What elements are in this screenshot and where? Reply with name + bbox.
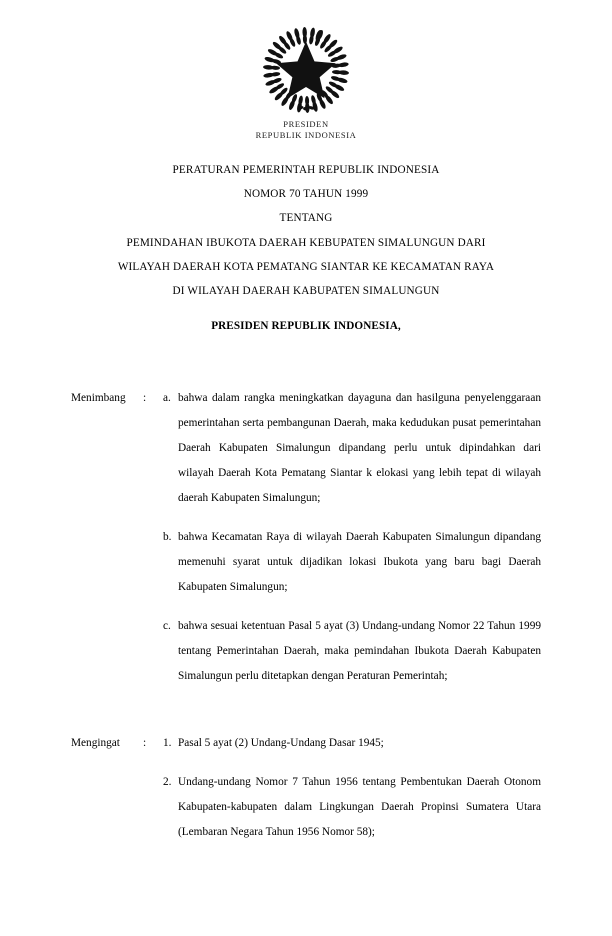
indonesian-presidential-seal-icon bbox=[260, 24, 352, 116]
title-line-regulation: PERATURAN PEMERINTAH REPUBLIK INDONESIA bbox=[172, 164, 440, 176]
signer-heading: PRESIDEN REPUBLIK INDONESIA, bbox=[211, 320, 401, 332]
section-colon: : bbox=[143, 737, 147, 749]
letterhead-caption-line2: REPUBLIK INDONESIA bbox=[255, 130, 357, 140]
clause-marker: 1. bbox=[163, 737, 172, 749]
clause-marker: 2. bbox=[163, 776, 172, 788]
title-line-subject-1: PEMINDAHAN IBUKOTA DAERAH KEBUPATEN SIMALUNGUN DARI bbox=[126, 236, 486, 249]
clause-marker: a. bbox=[163, 392, 171, 404]
section-mengingat bbox=[71, 731, 541, 845]
clause-text: Undang-undang Nomor 7 Tahun 1956 tentang Pembentukan Daerah Otonom Kabupaten-kabupaten dalam Lingkungan Daerah Propinsi Sumatera Utara (Lembaran Negara Tahun 1956 Nomor 58); bbox=[178, 776, 541, 838]
section-menimbang bbox=[71, 386, 541, 689]
clause-text: bahwa sesuai ketentuan Pasal 5 ayat (3) Undang-undang Nomor 22 Tahun 1999 tentang Pemerintahan Daerah, maka pemindahan Ibukota Daerah Kabupaten Simalungun perlu ditetapkan dengan Peraturan Pemerintah; bbox=[178, 620, 541, 682]
clause-item bbox=[71, 525, 541, 600]
clause-text: bahwa Kecamatan Raya di wilayah Daerah Kabupaten Simalungun dipandang memenuhi syarat untuk dijadikan lokasi Ibukota yang baru bagi Daerah Kabupaten Simalungun; bbox=[178, 531, 541, 593]
title-line-subject-3: DI WILAYAH DAERAH KABUPATEN SIMALUNGUN bbox=[172, 285, 440, 298]
letterhead bbox=[0, 24, 612, 141]
clause-marker: c. bbox=[163, 620, 171, 632]
section-label-menimbang: Menimbang bbox=[71, 392, 126, 404]
title-line-number: NOMOR 70 TAHUN 1999 bbox=[243, 188, 369, 201]
clause-item bbox=[71, 770, 541, 845]
section-colon: : bbox=[143, 392, 147, 404]
clause-text: Pasal 5 ayat (2) Undang-Undang Dasar 1945; bbox=[178, 737, 384, 749]
letterhead-caption-line1: PRESIDEN bbox=[283, 119, 329, 129]
title-line-tentang: TENTANG bbox=[279, 212, 333, 225]
clause-item bbox=[71, 731, 541, 756]
clause-item bbox=[71, 614, 541, 689]
letterhead-caption bbox=[0, 119, 612, 141]
section-label-mengingat: Mengingat bbox=[71, 737, 120, 749]
document-title bbox=[0, 158, 612, 303]
clause-item bbox=[71, 386, 541, 511]
title-line-subject-2: WILAYAH DAERAH KOTA PEMATANG SIANTAR KE KECAMATAN RAYA bbox=[117, 260, 495, 273]
clause-text: bahwa dalam rangka meningkatkan dayaguna dan hasilguna penyelenggaraan pemerintahan serta pembangunan Daerah, maka kedudukan pusat pemerintahan Daerah Kabupaten Simalungun dipandang perlu untuk dipindahkan dari wilayah Daerah Kota Pematang Siantar k elokasi yang lebih tepat di wilayah daerah Kabupaten Simalungun; bbox=[178, 392, 541, 504]
clause-marker: b. bbox=[163, 531, 172, 543]
